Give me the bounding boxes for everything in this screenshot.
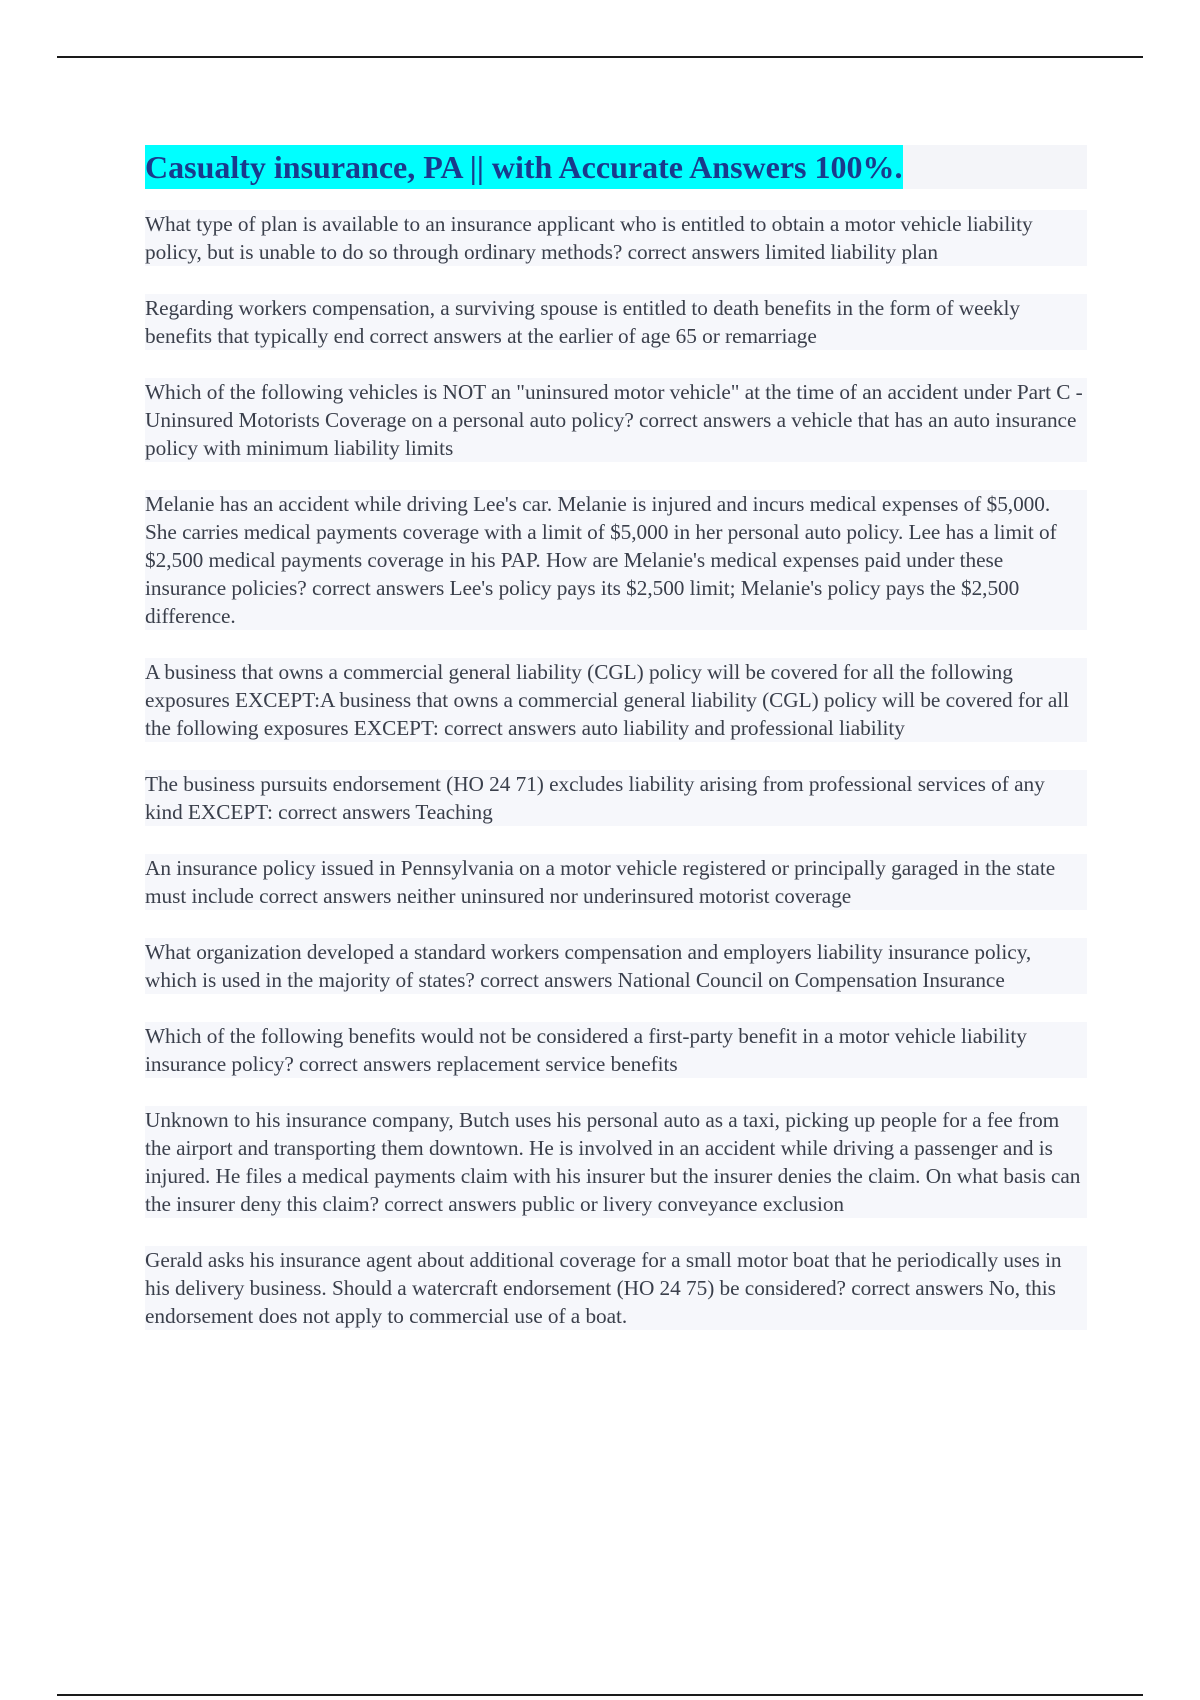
qa-item-11: Gerald asks his insurance agent about additional coverage for a small motor boat that he periodically uses in his delivery business. Should a watercraft endorsement (HO 24 75) be considered? correct answers No, this endorsement does not apply to commercial use of a boat. xyxy=(145,1246,1087,1330)
qa-item-3: Which of the following vehicles is NOT an "uninsured motor vehicle" at the time of an accident under Part C - Uninsured Motorists Coverage on a personal auto policy? correct answers a vehicle that has an auto insurance policy with minimum liability limits xyxy=(145,378,1087,462)
footer-rule xyxy=(57,1694,1143,1696)
header-rule xyxy=(57,56,1143,58)
title-bar xyxy=(145,145,1087,189)
qa-list xyxy=(145,210,1087,1330)
qa-item-10: Unknown to his insurance company, Butch uses his personal auto as a taxi, picking up people for a fee from the airport and transporting them downtown. He is involved in an accident while driving a passenger and is injured. He files a medical payments claim with his insurer but the insurer denies the claim. On what basis can the insurer deny this claim? correct answers public or livery conveyance exclusion xyxy=(145,1106,1087,1218)
qa-item-4: Melanie has an accident while driving Lee's car. Melanie is injured and incurs medical expenses of $5,000. She carries medical payments coverage with a limit of $5,000 in her personal auto policy. Lee has a limit of $2,500 medical payments coverage in his PAP. How are Melanie's medical expenses paid under these insurance policies? correct answers Lee's policy pays its $2,500 limit; Melanie's policy pays the $2,500 difference. xyxy=(145,490,1087,630)
page-title: Casualty insurance, PA || with Accurate Answers 100%. xyxy=(145,145,903,189)
qa-item-9: Which of the following benefits would not be considered a first-party benefit in a motor vehicle liability insurance policy? correct answers replacement service benefits xyxy=(145,1022,1087,1078)
qa-item-8: What organization developed a standard workers compensation and employers liability insurance policy, which is used in the majority of states? correct answers National Council on Compensation Insurance xyxy=(145,938,1087,994)
qa-item-1: What type of plan is available to an insurance applicant who is entitled to obtain a motor vehicle liability policy, but is unable to do so through ordinary methods? correct answers limited liability plan xyxy=(145,210,1087,266)
qa-item-6: The business pursuits endorsement (HO 24 71) excludes liability arising from professional services of any kind EXCEPT: correct answers Teaching xyxy=(145,770,1087,826)
qa-item-7: An insurance policy issued in Pennsylvania on a motor vehicle registered or principally garaged in the state must include correct answers neither uninsured nor underinsured motorist coverage xyxy=(145,854,1087,910)
qa-item-5: A business that owns a commercial general liability (CGL) policy will be covered for all the following exposures EXCEPT:A business that owns a commercial general liability (CGL) policy will be covered for all the following exposures EXCEPT: correct answers auto liability and professional liability xyxy=(145,658,1087,742)
qa-item-2: Regarding workers compensation, a surviving spouse is entitled to death benefits in the form of weekly benefits that typically end correct answers at the earlier of age 65 or remarriage xyxy=(145,294,1087,350)
document-body xyxy=(145,145,1087,1358)
